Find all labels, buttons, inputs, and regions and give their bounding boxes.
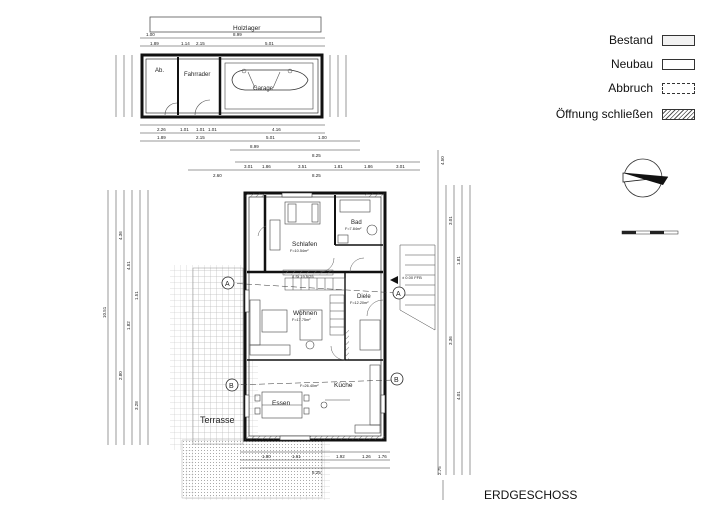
dim-text: 1.86	[262, 164, 271, 169]
diele-label: Diele	[357, 294, 371, 300]
dim-text: 1.61	[292, 454, 301, 459]
vertical-dim-text	[102, 156, 461, 475]
section-a-label: A	[225, 281, 230, 288]
dim-text: 3.36	[448, 336, 453, 345]
legend-swatch-oeffnung	[662, 109, 695, 120]
schlafen-label: Schlafen	[292, 241, 318, 248]
section-b-label: B	[394, 377, 399, 384]
dim-text: 1.81	[334, 164, 343, 169]
dim-text: 1.01	[196, 127, 205, 132]
dim-text: 8.25	[312, 470, 321, 475]
kueche-label: Küche	[334, 382, 353, 389]
legend-label-oeffnung: Öffnung schließen	[555, 107, 653, 121]
dim-text: 3.01	[244, 164, 253, 169]
abstell-label: Ab.	[155, 68, 165, 74]
dim-text: 8.99	[233, 32, 242, 37]
dim-text: 4.36	[118, 231, 123, 240]
wohnen-area: F=17.75m²	[292, 318, 311, 322]
dim-text: 5.01	[265, 41, 274, 46]
legend-swatch-bestand	[662, 35, 695, 46]
outbuilding-walls	[142, 55, 322, 117]
dim-text: 1.86	[364, 164, 373, 169]
kueche-area: F=26.40m²	[300, 384, 319, 388]
dim-text: 1.80	[262, 454, 271, 459]
dim-text: 1.51	[134, 291, 139, 300]
section-b-label: B	[229, 383, 234, 390]
bad-area: F=7.84m²	[345, 227, 362, 231]
dim-text: 3.01	[448, 216, 453, 225]
garage-label: Garage	[253, 86, 274, 92]
dim-text: 2.26	[157, 127, 166, 132]
dim-text: 3.28	[134, 401, 139, 410]
legend-label-bestand: Bestand	[608, 33, 653, 47]
dim-text: 2.15	[196, 135, 205, 140]
dim-text: 4.51	[126, 261, 131, 270]
terrasse-label: Terrasse	[200, 415, 235, 425]
dim-text: 1.01	[180, 127, 189, 132]
entrance-stairs	[400, 245, 435, 330]
entrance-arrow	[390, 276, 398, 284]
level-mark: ± 0.00 FFB	[402, 275, 422, 280]
legend-label-abbruch: Abbruch	[608, 81, 653, 95]
legend-label-neubau: Neubau	[610, 57, 653, 71]
legend-swatch-abbruch	[662, 83, 695, 94]
dim-text: 4.16	[272, 127, 281, 132]
dim-text: 4.01	[456, 391, 461, 400]
dim-text: 8.99	[250, 144, 259, 149]
fahrrader-label: Fahrrader	[184, 72, 211, 78]
outbuilding-dim-text	[146, 32, 327, 158]
dim-text: 1.89	[157, 135, 166, 140]
schlafen-area: F=10.54m²	[290, 249, 309, 253]
dim-text: 2.15	[196, 41, 205, 46]
dim-text: 1.01	[208, 127, 217, 132]
dim-text: 8.25	[312, 153, 321, 158]
dim-text: 1.76	[378, 454, 387, 459]
bad-label: Bad	[351, 220, 362, 226]
wohnen-label: Wohnen	[293, 310, 318, 317]
dim-text: 8.25	[312, 173, 321, 178]
floor-title: ERDGESCHOSS	[484, 488, 578, 502]
dim-text: 3.01	[396, 164, 405, 169]
north-arrow-icon	[623, 159, 668, 197]
legend-swatch-neubau	[662, 59, 695, 70]
diele-area: F=12.20m²	[350, 301, 369, 305]
dim-text: 1.14	[181, 41, 190, 46]
stairs	[285, 278, 345, 335]
dim-text: 3.51	[298, 164, 307, 169]
dim-text: 2.80	[118, 371, 123, 380]
essen-label: Essen	[272, 400, 291, 407]
holzlager-label: Holzlager	[233, 25, 261, 32]
dim-text: 1.82	[126, 321, 131, 330]
dim-text: 1.00	[318, 135, 327, 140]
dim-text: 2.60	[213, 173, 222, 178]
outbuilding	[142, 17, 322, 117]
dim-text: 1.00	[146, 32, 155, 37]
section-a-label: A	[396, 291, 401, 298]
dim-text: 1.81	[456, 256, 461, 265]
dim-text: 1.92	[336, 454, 345, 459]
dim-text: 1.89	[150, 41, 159, 46]
scale-bar	[622, 231, 678, 234]
dim-text: 5.01	[266, 135, 275, 140]
dim-text: 2.75	[437, 466, 442, 475]
dim-text: 4.50	[440, 156, 445, 165]
stair-note: 8 St 19,5/25	[292, 274, 314, 279]
dim-text: 1.26	[362, 454, 371, 459]
dim-text: 10.51	[102, 306, 107, 318]
